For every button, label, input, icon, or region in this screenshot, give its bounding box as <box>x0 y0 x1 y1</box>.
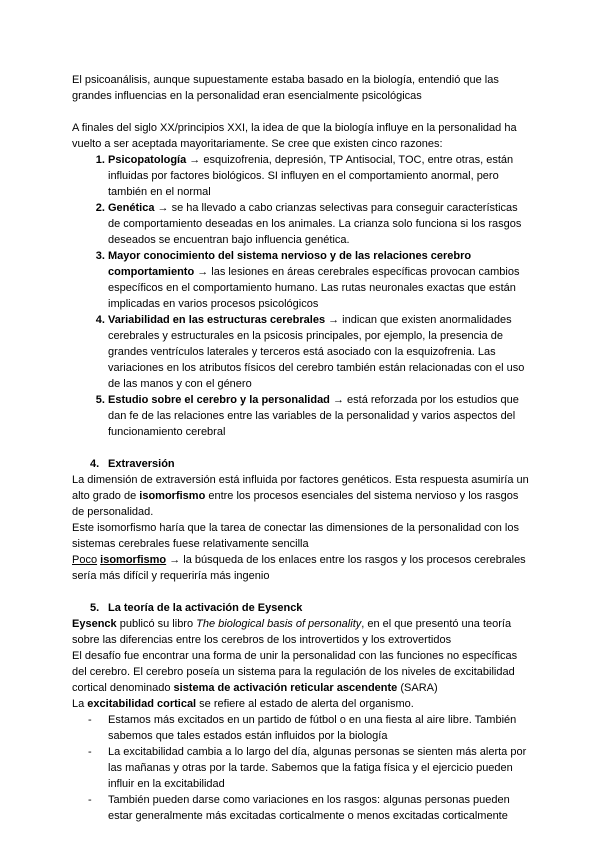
section-4-heading <box>72 456 532 472</box>
intro-paragraph-1: El psicoanálisis, aunque supuestamente estaba basado en la biología, entendió que las grandes influencias en la personalidad eran esencialmente psicológicas <box>72 74 499 102</box>
intro-paragraph-2: A finales del siglo XX/principios XXI, la idea de que la biología influye en la personalidad ha vuelto a ser aceptada mayoritariamente. Se cree que existen cinco razones: <box>72 122 517 150</box>
spacer <box>72 440 532 456</box>
reason-text: → está reforzada por los estudios que dan fe de las relaciones entre las variables de la personalidad y varios aspectos del funcionamiento cerebral <box>108 394 519 438</box>
text-run: → la búsqueda de los enlaces entre los rasgos y los procesos cerebrales sería más difícil y requeriría más ingenio <box>72 554 526 582</box>
section-5-paragraph-3 <box>72 696 532 712</box>
reason-text: → se ha llevado a cabo crianzas selectivas para conseguir características de comportamiento deseadas en los animales. La crianza solo funciona si los rasgos deseados se encuentran bajo influencia genética. <box>108 202 522 246</box>
list-item <box>108 152 532 200</box>
text-run: El desafío fue encontrar una forma de unir la personalidad con las funciones no específicas del cerebro. El cerebro poseía un sistema para la regulación de los niveles de excitabilidad cortical denominado <box>72 650 518 694</box>
list-item <box>108 312 532 392</box>
bold-term: excitabilidad cortical <box>87 698 197 710</box>
section-4-paragraph-1 <box>72 472 532 520</box>
list-item <box>108 392 532 440</box>
list-item: - Estamos más excitados en un partido de fútbol o en una fiesta al aire libre. También sabemos que tales estados están influidos por la biología <box>108 712 532 744</box>
list-item <box>108 200 532 248</box>
section-number: 4. <box>90 458 100 470</box>
reason-title: Estudio sobre el cerebro y la personalidad <box>108 394 330 406</box>
bold-term: isomorfismo <box>139 490 206 502</box>
text-run: , en el que presentó una teoría sobre las diferencias entre los cerebros de los introvertidos y los extrovertidos <box>72 618 512 646</box>
list-item: - La excitabilidad cambia a lo largo del día, algunas personas se sienten más alerta por las mañanas y otras por la tarde. Sabemos que la fatiga física y el ejercicio pueden influir en la excitabilidad <box>108 744 532 792</box>
section-5-paragraph-1 <box>72 616 532 648</box>
section-5-heading <box>72 600 532 616</box>
bold-term: Eysenck <box>72 618 117 630</box>
text-run: entre los procesos esenciales del sistema nervioso y los rasgos de personalidad. <box>72 490 519 518</box>
text-run: La <box>72 698 88 710</box>
reasons-list <box>72 152 532 440</box>
italic-title: The biological basis of personality <box>196 618 362 630</box>
reason-title: Variabilidad en las estructuras cerebrales <box>108 314 326 326</box>
section-5-paragraph-2 <box>72 648 532 696</box>
section-title: La teoría de la activación de Eysenck <box>108 602 303 614</box>
bullet-list <box>72 712 532 824</box>
reason-text: → esquizofrenia, depresión, TP Antisocial, TOC, entre otras, están influidas por factores biológicos. SI influyen en el comportamiento anormal, pero también en el normal <box>108 154 514 198</box>
spacer <box>72 584 532 600</box>
reason-text: → indican que existen anormalidades cerebrales y estructurales en la psicosis principales, por ejemplo, la presencia de grandes ventrículos laterales y terceros está asociado con la esquizofrenia. Las variaciones en los atributos físicos del cerebro también están relacionadas con el uso de las manos y con el género <box>108 314 525 390</box>
underlined-bold-term: isomorfismo <box>100 554 167 566</box>
document-page <box>72 72 532 824</box>
underlined-term: Poco <box>72 554 98 566</box>
reason-text: → las lesiones en áreas cerebrales específicas provocan cambios específicos en el comportamiento humano. Las rutas neuronales exactas que están implicadas en varios procesos psicológicos <box>108 266 520 310</box>
text-run: La dimensión de extraversión está influida por factores genéticos. Esta respuesta asumiría un alto grado de <box>72 474 529 502</box>
bold-term: sistema de activación reticular ascendente <box>173 682 398 694</box>
section-4-paragraph-2: Este isomorfismo haría que la tarea de conectar las dimensiones de la personalidad con los sistemas cerebrales fuese relativamente sencilla <box>72 522 519 550</box>
text-run: (SARA) <box>397 682 438 694</box>
spacer <box>72 104 532 120</box>
section-title: Extraversión <box>108 458 175 470</box>
section-4-paragraph-3 <box>72 552 532 584</box>
section-number: 5. <box>90 602 100 614</box>
text-run: se refiere al estado de alerta del organismo. <box>196 698 414 710</box>
reason-title: Psicopatología <box>108 154 187 166</box>
reason-title: Genética <box>108 202 155 214</box>
reason-title: Mayor conocimiento del sistema nervioso y de las relaciones cerebro comportamiento <box>108 250 472 278</box>
text-run: publicó su libro <box>116 618 197 630</box>
list-item: - También pueden darse como variaciones en los rasgos: algunas personas pueden estar generalmente más excitadas corticalmente o menos excitadas corticalmente <box>108 792 532 824</box>
list-item <box>108 248 532 312</box>
